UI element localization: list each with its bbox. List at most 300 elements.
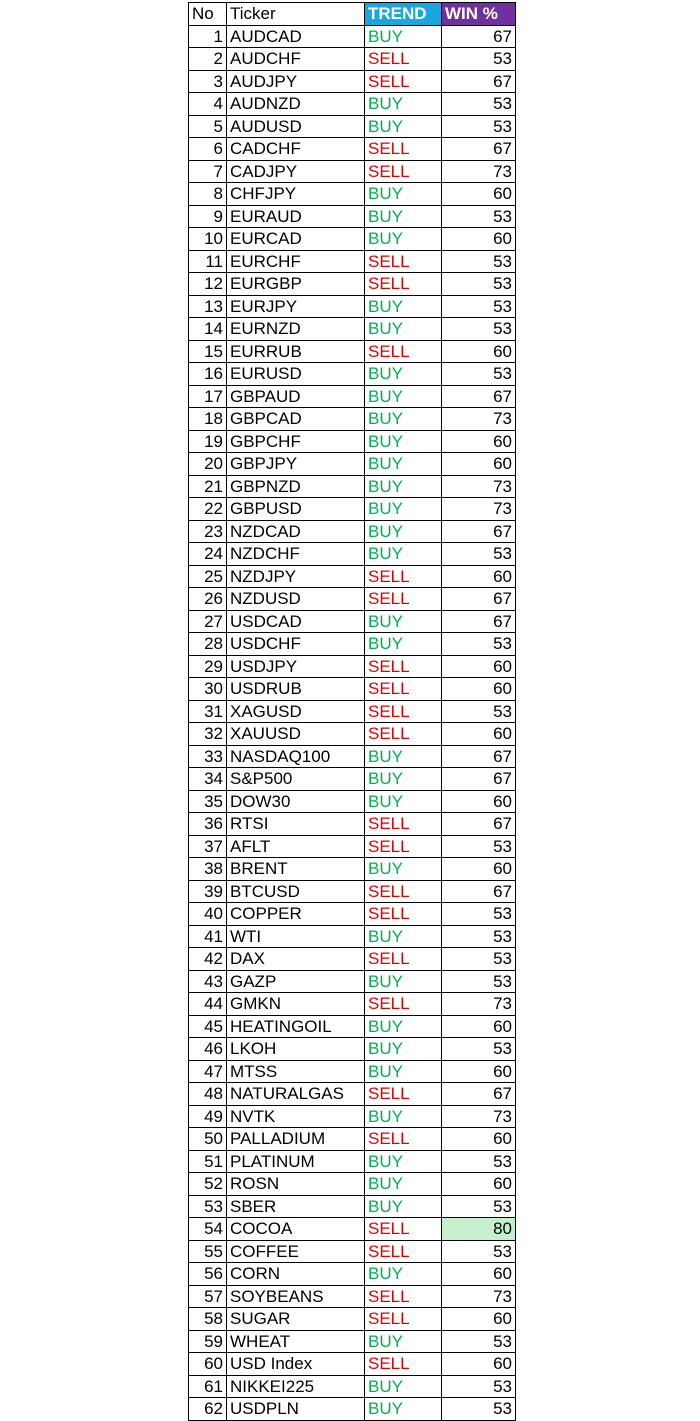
table-row [189, 1060, 516, 1083]
table-row [189, 723, 516, 746]
header-no: No [189, 3, 227, 26]
win-percent-cell: 60 [442, 1128, 516, 1151]
ticker-cell: USDRUB [227, 678, 365, 701]
ticker-cell: EURCHF [227, 250, 365, 273]
win-percent-cell: 60 [442, 228, 516, 251]
win-percent-cell: 60 [442, 1015, 516, 1038]
row-number: 48 [189, 1083, 227, 1106]
win-percent-cell: 73 [442, 498, 516, 521]
row-number: 27 [189, 610, 227, 633]
trend-cell: BUY [365, 453, 442, 476]
win-percent-cell: 67 [442, 813, 516, 836]
ticker-cell: EURAUD [227, 205, 365, 228]
row-number: 51 [189, 1150, 227, 1173]
trend-cell: SELL [365, 340, 442, 363]
row-number: 57 [189, 1285, 227, 1308]
row-number: 35 [189, 790, 227, 813]
win-percent-cell: 60 [442, 1308, 516, 1331]
row-number: 41 [189, 925, 227, 948]
ticker-cell: BRENT [227, 858, 365, 881]
ticker-cell: AUDNZD [227, 93, 365, 116]
ticker-cell: COPPER [227, 903, 365, 926]
ticker-cell: EURCAD [227, 228, 365, 251]
header-ticker: Ticker [227, 3, 365, 26]
trend-cell: SELL [365, 250, 442, 273]
win-percent-cell: 80 [442, 1218, 516, 1241]
table-row [189, 1105, 516, 1128]
table-body [189, 25, 516, 1420]
trend-cell: BUY [365, 745, 442, 768]
table-row [189, 408, 516, 431]
trend-cell: BUY [365, 183, 442, 206]
ticker-cell: CORN [227, 1263, 365, 1286]
trend-cell: SELL [365, 993, 442, 1016]
row-number: 50 [189, 1128, 227, 1151]
ticker-cell: NZDUSD [227, 588, 365, 611]
win-percent-cell: 60 [442, 565, 516, 588]
table-row [189, 700, 516, 723]
ticker-cell: SBER [227, 1195, 365, 1218]
trend-cell: BUY [365, 790, 442, 813]
row-number: 39 [189, 880, 227, 903]
win-percent-cell: 73 [442, 160, 516, 183]
row-number: 26 [189, 588, 227, 611]
row-number: 3 [189, 70, 227, 93]
win-percent-cell: 53 [442, 1038, 516, 1061]
ticker-cell: XAUUSD [227, 723, 365, 746]
win-percent-cell: 53 [442, 1398, 516, 1421]
ticker-cell: RTSI [227, 813, 365, 836]
trend-cell: BUY [365, 1150, 442, 1173]
table-row [189, 1375, 516, 1398]
trend-cell: BUY [365, 1398, 442, 1421]
table-row [189, 993, 516, 1016]
row-number: 46 [189, 1038, 227, 1061]
table-row [189, 183, 516, 206]
row-number: 62 [189, 1398, 227, 1421]
win-percent-cell: 60 [442, 1353, 516, 1376]
row-number: 34 [189, 768, 227, 791]
win-percent-cell: 53 [442, 633, 516, 656]
row-number: 29 [189, 655, 227, 678]
win-percent-cell: 53 [442, 1150, 516, 1173]
row-number: 21 [189, 475, 227, 498]
trend-cell: BUY [365, 318, 442, 341]
trend-cell: BUY [365, 295, 442, 318]
win-percent-cell: 67 [442, 880, 516, 903]
win-percent-cell: 60 [442, 678, 516, 701]
trend-cell: BUY [365, 1173, 442, 1196]
table-row [189, 1128, 516, 1151]
win-percent-cell: 53 [442, 93, 516, 116]
row-number: 22 [189, 498, 227, 521]
trend-cell: BUY [365, 768, 442, 791]
table-row [189, 318, 516, 341]
row-number: 17 [189, 385, 227, 408]
row-number: 2 [189, 48, 227, 71]
ticker-cell: USDPLN [227, 1398, 365, 1421]
table-row [189, 745, 516, 768]
row-number: 4 [189, 93, 227, 116]
ticker-cell: EURNZD [227, 318, 365, 341]
ticker-cell: GBPCAD [227, 408, 365, 431]
table-row [189, 205, 516, 228]
table-row [189, 790, 516, 813]
trend-cell: BUY [365, 385, 442, 408]
header-row [189, 3, 516, 26]
table-row [189, 1398, 516, 1421]
win-percent-cell: 53 [442, 1240, 516, 1263]
table-row [189, 430, 516, 453]
table-row [189, 1173, 516, 1196]
trend-cell: SELL [365, 1083, 442, 1106]
ticker-cell: SUGAR [227, 1308, 365, 1331]
win-percent-cell: 60 [442, 1263, 516, 1286]
table-row [189, 633, 516, 656]
trend-cell: SELL [365, 1353, 442, 1376]
ticker-cell: AUDJPY [227, 70, 365, 93]
win-percent-cell: 67 [442, 768, 516, 791]
ticker-cell: COCOA [227, 1218, 365, 1241]
trend-cell: SELL [365, 273, 442, 296]
table-row [189, 93, 516, 116]
table-row [189, 25, 516, 48]
table-row [189, 588, 516, 611]
table-row [189, 1218, 516, 1241]
ticker-cell: GBPJPY [227, 453, 365, 476]
ticker-cell: NVTK [227, 1105, 365, 1128]
row-number: 49 [189, 1105, 227, 1128]
win-percent-cell: 67 [442, 610, 516, 633]
trend-cell: SELL [365, 1308, 442, 1331]
table-row [189, 115, 516, 138]
win-percent-cell: 53 [442, 903, 516, 926]
row-number: 36 [189, 813, 227, 836]
table-row [189, 813, 516, 836]
ticker-cell: PLATINUM [227, 1150, 365, 1173]
win-percent-cell: 73 [442, 1285, 516, 1308]
win-percent-cell: 53 [442, 948, 516, 971]
table-row [189, 453, 516, 476]
ticker-cell: LKOH [227, 1038, 365, 1061]
trend-cell: BUY [365, 1038, 442, 1061]
win-percent-cell: 67 [442, 385, 516, 408]
row-number: 43 [189, 970, 227, 993]
ticker-cell: NIKKEI225 [227, 1375, 365, 1398]
row-number: 12 [189, 273, 227, 296]
win-percent-cell: 67 [442, 25, 516, 48]
trend-cell: SELL [365, 903, 442, 926]
trend-cell: BUY [365, 520, 442, 543]
table-row [189, 340, 516, 363]
table-row [189, 678, 516, 701]
win-percent-cell: 53 [442, 273, 516, 296]
win-percent-cell: 53 [442, 205, 516, 228]
row-number: 13 [189, 295, 227, 318]
row-number: 59 [189, 1330, 227, 1353]
win-percent-cell: 53 [442, 363, 516, 386]
win-percent-cell: 67 [442, 745, 516, 768]
ticker-cell: AUDUSD [227, 115, 365, 138]
table-row [189, 1240, 516, 1263]
row-number: 20 [189, 453, 227, 476]
ticker-cell: SOYBEANS [227, 1285, 365, 1308]
ticker-cell: EURGBP [227, 273, 365, 296]
win-percent-cell: 60 [442, 1173, 516, 1196]
trend-cell: BUY [365, 408, 442, 431]
table-row [189, 1015, 516, 1038]
trend-cell: SELL [365, 588, 442, 611]
row-number: 53 [189, 1195, 227, 1218]
table-row [189, 1195, 516, 1218]
table-row [189, 1330, 516, 1353]
trend-cell: SELL [365, 880, 442, 903]
win-percent-cell: 53 [442, 925, 516, 948]
row-number: 52 [189, 1173, 227, 1196]
ticker-cell: DOW30 [227, 790, 365, 813]
trend-cell: SELL [365, 813, 442, 836]
table-row [189, 273, 516, 296]
table-row [189, 475, 516, 498]
ticker-cell: ROSN [227, 1173, 365, 1196]
trend-cell: BUY [365, 925, 442, 948]
table-row [189, 768, 516, 791]
row-number: 10 [189, 228, 227, 251]
trend-cell: BUY [365, 93, 442, 116]
header-win-percent: WIN % [442, 3, 516, 26]
ticker-cell: GBPUSD [227, 498, 365, 521]
win-percent-cell: 73 [442, 993, 516, 1016]
table-row [189, 565, 516, 588]
row-number: 42 [189, 948, 227, 971]
row-number: 25 [189, 565, 227, 588]
table-row [189, 520, 516, 543]
trend-cell: SELL [365, 948, 442, 971]
row-number: 38 [189, 858, 227, 881]
ticker-cell: XAGUSD [227, 700, 365, 723]
win-percent-cell: 53 [442, 318, 516, 341]
table-row [189, 1150, 516, 1173]
table-row [189, 70, 516, 93]
table-row [189, 610, 516, 633]
ticker-cell: NASDAQ100 [227, 745, 365, 768]
trend-cell: BUY [365, 1263, 442, 1286]
table-row [189, 970, 516, 993]
win-percent-cell: 53 [442, 970, 516, 993]
trend-cell: SELL [365, 678, 442, 701]
ticker-cell: NZDJPY [227, 565, 365, 588]
row-number: 32 [189, 723, 227, 746]
header-trend: TREND [365, 3, 442, 26]
win-percent-cell: 60 [442, 858, 516, 881]
trend-cell: BUY [365, 1060, 442, 1083]
trend-cell: BUY [365, 1105, 442, 1128]
trend-cell: BUY [365, 430, 442, 453]
table-row [189, 48, 516, 71]
ticker-cell: NZDCAD [227, 520, 365, 543]
row-number: 37 [189, 835, 227, 858]
ticker-cell: EURRUB [227, 340, 365, 363]
win-percent-cell: 67 [442, 588, 516, 611]
row-number: 56 [189, 1263, 227, 1286]
row-number: 6 [189, 138, 227, 161]
win-percent-cell: 67 [442, 520, 516, 543]
trend-cell: SELL [365, 723, 442, 746]
row-number: 7 [189, 160, 227, 183]
win-percent-cell: 53 [442, 543, 516, 566]
win-percent-cell: 53 [442, 48, 516, 71]
row-number: 40 [189, 903, 227, 926]
row-number: 24 [189, 543, 227, 566]
ticker-cell: CADJPY [227, 160, 365, 183]
table-row [189, 228, 516, 251]
ticker-cell: NATURALGAS [227, 1083, 365, 1106]
row-number: 19 [189, 430, 227, 453]
win-percent-cell: 73 [442, 475, 516, 498]
ticker-cell: GMKN [227, 993, 365, 1016]
row-number: 1 [189, 25, 227, 48]
ticker-cell: USD Index [227, 1353, 365, 1376]
row-number: 8 [189, 183, 227, 206]
trend-cell: SELL [365, 1128, 442, 1151]
ticker-cell: BTCUSD [227, 880, 365, 903]
row-number: 23 [189, 520, 227, 543]
row-number: 15 [189, 340, 227, 363]
table-row [189, 1083, 516, 1106]
ticker-cell: CADCHF [227, 138, 365, 161]
trend-cell: BUY [365, 858, 442, 881]
ticker-cell: S&P500 [227, 768, 365, 791]
win-percent-cell: 53 [442, 835, 516, 858]
win-percent-cell: 60 [442, 453, 516, 476]
trend-cell: SELL [365, 1285, 442, 1308]
win-percent-cell: 53 [442, 1375, 516, 1398]
ticker-cell: NZDCHF [227, 543, 365, 566]
win-percent-cell: 73 [442, 1105, 516, 1128]
ticker-cell: PALLADIUM [227, 1128, 365, 1151]
trend-cell: SELL [365, 1240, 442, 1263]
trend-cell: BUY [365, 543, 442, 566]
ticker-cell: EURUSD [227, 363, 365, 386]
table-row [189, 138, 516, 161]
row-number: 9 [189, 205, 227, 228]
win-percent-cell: 60 [442, 790, 516, 813]
trend-cell: BUY [365, 1015, 442, 1038]
win-percent-cell: 53 [442, 700, 516, 723]
win-percent-cell: 60 [442, 655, 516, 678]
row-number: 60 [189, 1353, 227, 1376]
trend-cell: SELL [365, 70, 442, 93]
ticker-cell: AFLT [227, 835, 365, 858]
win-percent-cell: 60 [442, 183, 516, 206]
win-percent-cell: 53 [442, 295, 516, 318]
row-number: 30 [189, 678, 227, 701]
row-number: 18 [189, 408, 227, 431]
row-number: 45 [189, 1015, 227, 1038]
trend-table [188, 2, 516, 1421]
ticker-cell: USDJPY [227, 655, 365, 678]
trend-cell: SELL [365, 1218, 442, 1241]
ticker-cell: AUDCHF [227, 48, 365, 71]
row-number: 55 [189, 1240, 227, 1263]
table-row [189, 858, 516, 881]
row-number: 31 [189, 700, 227, 723]
table-row [189, 385, 516, 408]
ticker-cell: GBPNZD [227, 475, 365, 498]
trend-cell: BUY [365, 633, 442, 656]
trend-cell: SELL [365, 700, 442, 723]
win-percent-cell: 60 [442, 723, 516, 746]
table-row [189, 1308, 516, 1331]
win-percent-cell: 67 [442, 1083, 516, 1106]
ticker-cell: AUDCAD [227, 25, 365, 48]
trend-cell: SELL [365, 565, 442, 588]
ticker-cell: USDCHF [227, 633, 365, 656]
trend-cell: BUY [365, 115, 442, 138]
ticker-cell: GBPCHF [227, 430, 365, 453]
trend-cell: BUY [365, 498, 442, 521]
table-row [189, 1285, 516, 1308]
ticker-cell: GAZP [227, 970, 365, 993]
win-percent-cell: 73 [442, 408, 516, 431]
table-row [189, 1263, 516, 1286]
table-row [189, 655, 516, 678]
row-number: 16 [189, 363, 227, 386]
row-number: 28 [189, 633, 227, 656]
table-row [189, 363, 516, 386]
trend-cell: BUY [365, 228, 442, 251]
table-row [189, 250, 516, 273]
win-percent-cell: 53 [442, 1330, 516, 1353]
table-row [189, 835, 516, 858]
trend-cell: SELL [365, 138, 442, 161]
row-number: 61 [189, 1375, 227, 1398]
table-row [189, 295, 516, 318]
ticker-cell: COFFEE [227, 1240, 365, 1263]
trend-cell: BUY [365, 970, 442, 993]
row-number: 33 [189, 745, 227, 768]
ticker-cell: EURJPY [227, 295, 365, 318]
trend-cell: SELL [365, 835, 442, 858]
ticker-cell: WTI [227, 925, 365, 948]
win-percent-cell: 53 [442, 250, 516, 273]
row-number: 47 [189, 1060, 227, 1083]
table-row [189, 880, 516, 903]
row-number: 54 [189, 1218, 227, 1241]
ticker-cell: MTSS [227, 1060, 365, 1083]
trend-cell: SELL [365, 160, 442, 183]
table-row [189, 498, 516, 521]
win-percent-cell: 53 [442, 115, 516, 138]
table-row [189, 903, 516, 926]
win-percent-cell: 53 [442, 1195, 516, 1218]
table-row [189, 948, 516, 971]
trend-cell: SELL [365, 48, 442, 71]
ticker-cell: HEATINGOIL [227, 1015, 365, 1038]
ticker-cell: WHEAT [227, 1330, 365, 1353]
row-number: 14 [189, 318, 227, 341]
ticker-cell: DAX [227, 948, 365, 971]
ticker-cell: USDCAD [227, 610, 365, 633]
win-percent-cell: 67 [442, 70, 516, 93]
trend-cell: BUY [365, 1375, 442, 1398]
trend-cell: BUY [365, 610, 442, 633]
win-percent-cell: 60 [442, 430, 516, 453]
table-row [189, 1038, 516, 1061]
win-percent-cell: 60 [442, 340, 516, 363]
row-number: 5 [189, 115, 227, 138]
table-row [189, 543, 516, 566]
